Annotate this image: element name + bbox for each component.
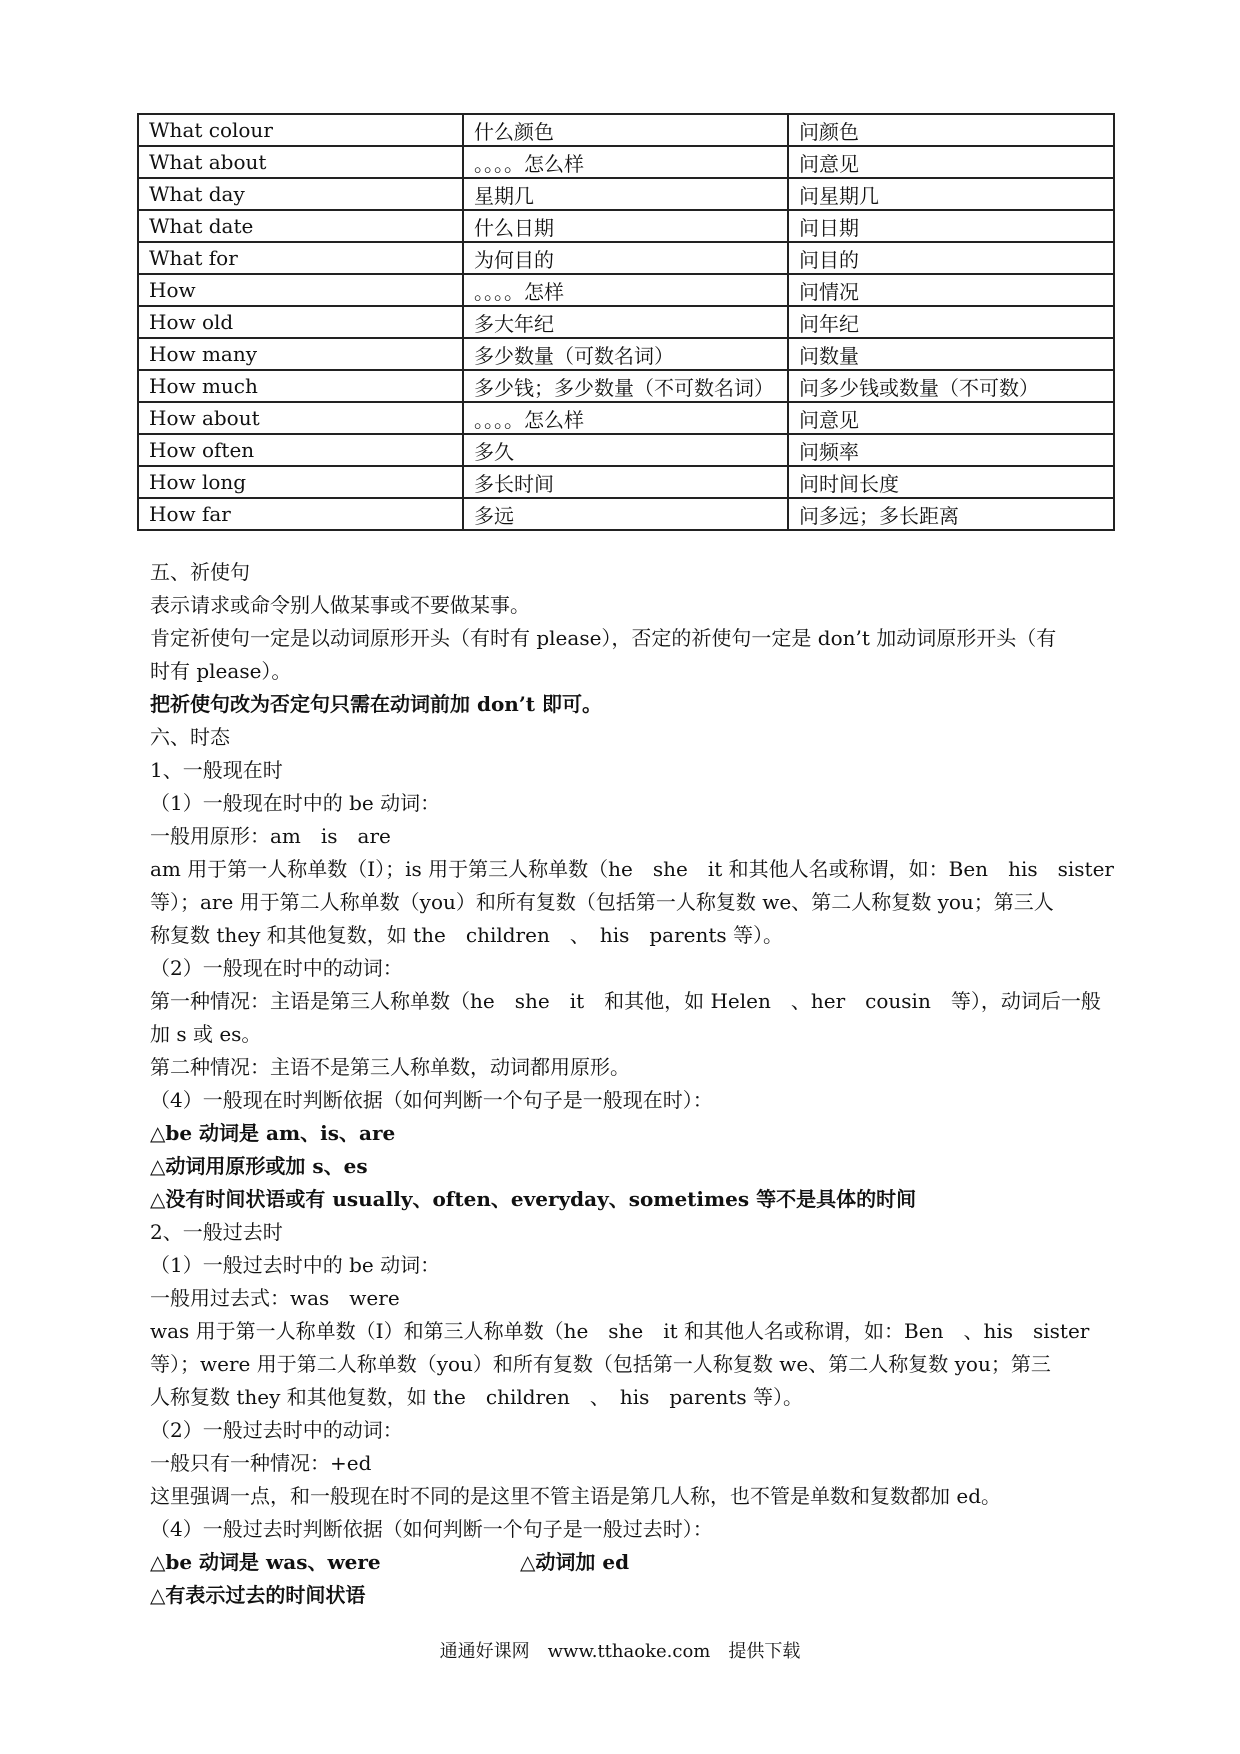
question-word-cell: What for xyxy=(138,242,463,274)
table-row xyxy=(138,178,1114,210)
table-row xyxy=(138,146,1114,178)
paragraph: （4）一般过去时判断依据（如何判断一个句子是一般过去时）： xyxy=(150,1517,713,1541)
table-row xyxy=(138,434,1114,466)
question-word-cell: How much xyxy=(138,370,463,402)
meaning-cell: 。。。。怎么样 xyxy=(463,146,788,178)
usage-cell: 问年纪 xyxy=(788,306,1114,338)
key-point: △be 动词是 am、is、are xyxy=(150,1121,396,1145)
question-word-cell: How often xyxy=(138,434,463,466)
key-point: △没有时间状语或有 usually、often、everyday、sometimes 等不是具体的时间 xyxy=(150,1187,917,1211)
usage-cell: 问数量 xyxy=(788,338,1114,370)
paragraph: 第一种情况：主语是第三人称单数（he she it 和其他，如 Helen 、her cousin 等），动词后一般 xyxy=(150,989,1101,1013)
meaning-cell: 。。。。怎样 xyxy=(463,274,788,306)
usage-cell: 问多远；多长距离 xyxy=(788,498,1114,530)
paragraph: 人称复数 they 和其他复数，如 the children 、 his parents 等）。 xyxy=(150,1385,804,1409)
meaning-cell: 多少钱；多少数量（不可数名词） xyxy=(463,370,788,402)
meaning-cell: 什么日期 xyxy=(463,210,788,242)
paragraph: was 用于第一人称单数（I）和第三人称单数（he she it 和其他人名或称谓，如：Ben 、his sister xyxy=(150,1319,1090,1343)
paragraph: 一般只有一种情况：+ed xyxy=(150,1451,372,1475)
key-point: △动词用原形或加 s、es xyxy=(150,1154,368,1178)
meaning-cell: 多少数量（可数名词） xyxy=(463,338,788,370)
usage-cell: 问目的 xyxy=(788,242,1114,274)
paragraph: 肯定祈使句一定是以动词原形开头（有时有 please），否定的祈使句一定是 don’t 加动词原形开头（有 xyxy=(150,626,1057,650)
meaning-cell: 多大年纪 xyxy=(463,306,788,338)
meaning-cell: 多久 xyxy=(463,434,788,466)
question-word-cell: How about xyxy=(138,402,463,434)
paragraph: （2）一般过去时中的动词： xyxy=(150,1418,403,1442)
question-word-table xyxy=(137,113,1115,531)
meaning-cell: 什么颜色 xyxy=(463,114,788,146)
usage-cell: 问颜色 xyxy=(788,114,1114,146)
key-point: 把祈使句改为否定句只需在动词前加 don’t 即可。 xyxy=(150,692,602,716)
paragraph: 加 s 或 es。 xyxy=(150,1022,262,1046)
paragraph: （1）一般现在时中的 be 动词： xyxy=(150,791,441,815)
usage-cell: 问时间长度 xyxy=(788,466,1114,498)
usage-cell: 问意见 xyxy=(788,146,1114,178)
key-point: △be 动词是 was、were xyxy=(150,1550,381,1574)
paragraph: （1）一般过去时中的 be 动词： xyxy=(150,1253,441,1277)
page-footer: 通通好课网 www.tthaoke.com 提供下载 xyxy=(439,1641,801,1662)
table-row xyxy=(138,338,1114,370)
meaning-cell: 。。。。怎么样 xyxy=(463,402,788,434)
table-row xyxy=(138,402,1114,434)
usage-cell: 问情况 xyxy=(788,274,1114,306)
usage-cell: 问多少钱或数量（不可数） xyxy=(788,370,1114,402)
question-word-cell: What colour xyxy=(138,114,463,146)
paragraph: 一般用过去式：was were xyxy=(150,1286,400,1310)
meaning-cell: 为何目的 xyxy=(463,242,788,274)
section-heading-tense: 六、时态 xyxy=(150,725,230,749)
meaning-cell: 多远 xyxy=(463,498,788,530)
paragraph: 表示请求或命令别人做某事或不要做某事。 xyxy=(150,593,530,617)
table-row xyxy=(138,274,1114,306)
question-word-cell: What day xyxy=(138,178,463,210)
question-word-cell: What about xyxy=(138,146,463,178)
usage-cell: 问日期 xyxy=(788,210,1114,242)
question-word-cell: How far xyxy=(138,498,463,530)
question-word-cell: How xyxy=(138,274,463,306)
question-word-cell: How many xyxy=(138,338,463,370)
table-row xyxy=(138,306,1114,338)
meaning-cell: 多长时间 xyxy=(463,466,788,498)
table-row xyxy=(138,114,1114,146)
key-point: △有表示过去的时间状语 xyxy=(150,1583,366,1607)
paragraph: 这里强调一点，和一般现在时不同的是这里不管主语是第几人称，也不管是单数和复数都加 ed。 xyxy=(150,1484,1001,1508)
usage-cell: 问星期几 xyxy=(788,178,1114,210)
key-point-row xyxy=(150,1546,1110,1579)
question-word-cell: How long xyxy=(138,466,463,498)
subsection-heading: 2、一般过去时 xyxy=(150,1220,283,1244)
paragraph: 一般用原形：am is are xyxy=(150,824,391,848)
table-row xyxy=(138,242,1114,274)
usage-cell: 问频率 xyxy=(788,434,1114,466)
paragraph: 时有 please）。 xyxy=(150,659,292,683)
section-heading-imperative: 五、祈使句 xyxy=(150,560,250,584)
key-point: △动词加 ed xyxy=(520,1550,630,1574)
paragraph: 等）；are 用于第二人称单数（you）和所有复数（包括第一人称复数 we、第二人称复数 you；第三人 xyxy=(150,890,1054,914)
paragraph: （2）一般现在时中的动词： xyxy=(150,956,403,980)
question-word-cell: What date xyxy=(138,210,463,242)
paragraph: 第二种情况：主语不是第三人称单数，动词都用原形。 xyxy=(150,1055,630,1079)
paragraph: （4）一般现在时判断依据（如何判断一个句子是一般现在时）： xyxy=(150,1088,713,1112)
table-row xyxy=(138,370,1114,402)
question-word-cell: How old xyxy=(138,306,463,338)
usage-cell: 问意见 xyxy=(788,402,1114,434)
table-row xyxy=(138,210,1114,242)
paragraph: 等）；were 用于第二人称单数（you）和所有复数（包括第一人称复数 we、第二人称复数 you；第三 xyxy=(150,1352,1051,1376)
table-row xyxy=(138,498,1114,530)
meaning-cell: 星期几 xyxy=(463,178,788,210)
table-row xyxy=(138,466,1114,498)
paragraph: am 用于第一人称单数（I）；is 用于第三人称单数（he she it 和其他人名或称谓，如：Ben his sister xyxy=(150,857,1114,881)
paragraph: 称复数 they 和其他复数，如 the children 、 his parents 等）。 xyxy=(150,923,784,947)
grammar-notes xyxy=(150,556,1114,1612)
subsection-heading: 1、一般现在时 xyxy=(150,758,283,782)
